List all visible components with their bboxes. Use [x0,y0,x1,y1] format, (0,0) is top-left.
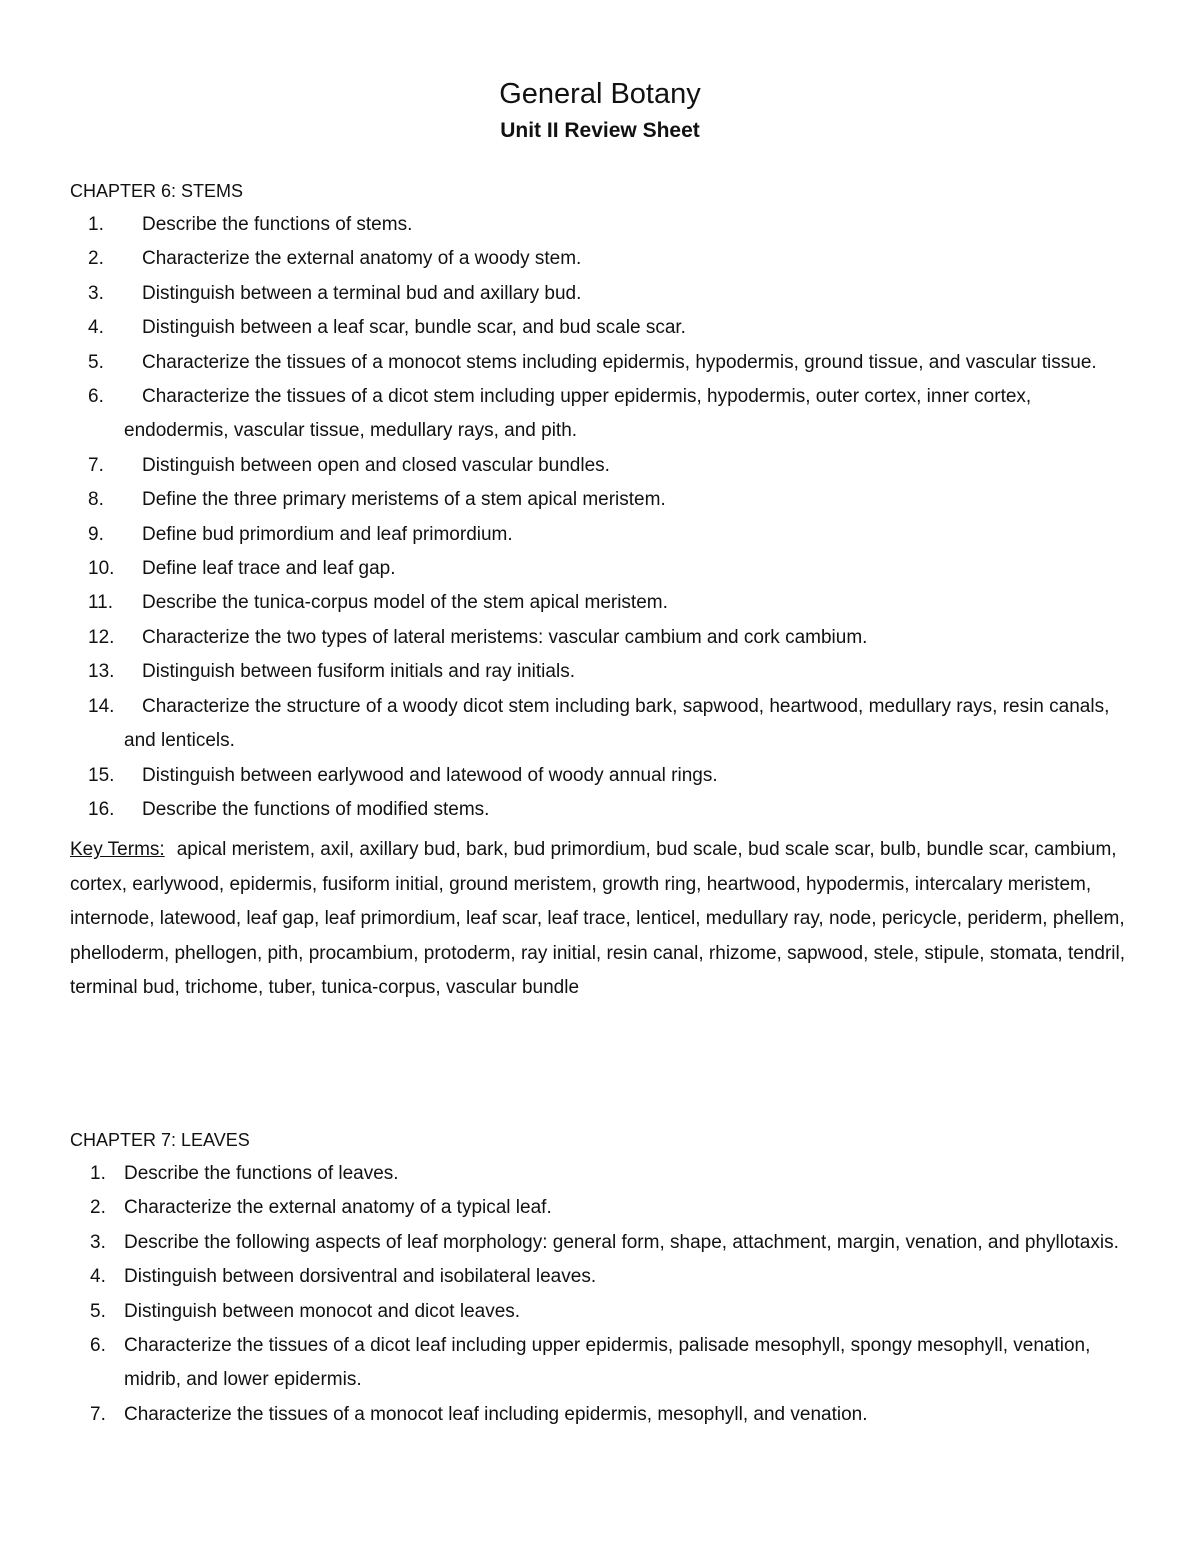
list-item [70,759,1130,793]
item-text: Describe the tunica-corpus model of the stem apical meristem. [142,592,668,614]
item-number: 6. [88,386,104,408]
item-number: 12. [88,626,115,648]
item-number: 9. [88,523,104,545]
item-text: Characterize the external anatomy of a woody stem. [142,248,582,270]
list-item [70,1157,1130,1191]
item-number: 2. [88,248,104,270]
item-text: Describe the functions of stems. [142,214,413,235]
item-text: Distinguish between monocot and dicot leaves. [124,1300,521,1322]
list-item [70,1260,1130,1294]
item-number: 10. [88,558,115,580]
item-number: 8. [88,489,104,511]
item-number: 7. [90,1403,106,1425]
item-text: Characterize the tissues of a monocot stems including epidermis, hypodermis, ground tissue, and vascular tissue. [142,351,1097,373]
list-item [70,311,1130,345]
list-item [70,518,1130,552]
list-item [70,1191,1130,1225]
list-item [70,208,1130,242]
item-text: Distinguish between a terminal bud and axillary bud. [142,282,582,304]
item-number: 13. [88,661,115,683]
item-number: 3. [88,282,104,304]
item-text: Describe the functions of leaves. [124,1163,399,1184]
item-number: 5. [90,1300,106,1322]
item-number: 1. [90,1163,106,1184]
list-item [70,1295,1130,1329]
chapter-7-heading: CHAPTER 7: LEAVES [70,1130,250,1150]
list-item [70,277,1130,311]
item-text: Characterize the tissues of a monocot leaf including epidermis, mesophyll, and venation. [124,1403,868,1425]
item-text: Characterize the tissues of a dicot leaf including upper epidermis, palisade mesophyll, spongy mesophyll, venation, midrib, and lower epidermis. [124,1335,1091,1391]
list-item [70,346,1130,380]
document-subtitle: Unit II Review Sheet [500,119,700,142]
item-number: 7. [88,454,104,476]
list-item [70,380,1130,449]
document-title: General Botany [499,78,701,110]
chapter-6-objectives [70,208,1130,827]
item-text: Distinguish between a leaf scar, bundle scar, and bud scale scar. [142,317,686,339]
item-text: Describe the functions of modified stems. [142,798,490,820]
list-item [70,586,1130,620]
item-number: 3. [90,1231,106,1253]
item-text: Describe the following aspects of leaf morphology: general form, shape, attachment, margin, venation, and phyllotaxis. [124,1231,1119,1253]
item-text: Distinguish between dorsiventral and isobilateral leaves. [124,1266,597,1288]
item-text: Distinguish between earlywood and latewood of woody annual rings. [142,764,718,786]
item-text: Distinguish between open and closed vascular bundles. [142,454,610,476]
item-number: 2. [90,1197,106,1219]
item-number: 14. [88,695,115,717]
item-text: Characterize the structure of a woody dicot stem including bark, sapwood, heartwood, medullary rays, resin canals, and lenticels. [124,695,1110,752]
key-terms-label: Key Terms: [70,839,165,861]
key-terms-text: apical meristem, axil, axillary bud, bark, bud primordium, bud scale, bud scale scar, bulb, bundle scar, cambium, cortex, earlywood, epidermis, fusiform initial, ground meristem, growth ring, heartwood, hypodermis, intercalary meristem, internode, latewood, leaf gap, leaf primordium, leaf scar, leaf trace, lenticel, medullary ray, node, pericycle, periderm, phellem, phelloderm, phellogen, pith, procambium, protoderm, ray initial, resin canal, rhizome, sapwood, stele, stipule, stomata, tendril, terminal bud, trichome, tuber, tunica-corpus, vascular bundle [70,839,1126,998]
item-text: Distinguish between fusiform initials and ray initials. [142,661,575,683]
chapter-7-section [70,1123,1130,1432]
chapter-6-section [70,174,1130,1005]
list-item [70,1226,1130,1260]
list-item [70,242,1130,276]
list-item [70,483,1130,517]
item-number: 4. [90,1266,106,1288]
list-item [70,449,1130,483]
list-item [70,552,1130,586]
item-text: Define bud primordium and leaf primordium. [142,523,513,545]
chapter-6-heading: CHAPTER 6: STEMS [70,181,244,201]
list-item [70,1398,1130,1432]
item-number: 15. [88,764,115,786]
chapter-6-key-terms [70,827,1130,1005]
chapter-7-objectives [70,1157,1130,1432]
list-item [70,690,1130,759]
item-text: Characterize the two types of lateral meristems: vascular cambium and cork cambium. [142,626,868,648]
item-text: Define the three primary meristems of a stem apical meristem. [142,489,666,511]
item-number: 11. [88,592,114,614]
item-number: 1. [88,214,104,235]
item-number: 6. [90,1335,106,1357]
item-text: Characterize the tissues of a dicot stem including upper epidermis, hypodermis, outer cortex, inner cortex, endodermis, vascular tissue, medullary rays, and pith. [124,386,1032,442]
list-item [70,655,1130,689]
list-item [70,793,1130,827]
item-number: 16. [88,798,115,820]
item-number: 5. [88,351,104,373]
item-text: Define leaf trace and leaf gap. [142,558,396,580]
item-number: 4. [88,317,104,339]
list-item [70,1329,1130,1398]
list-item [70,621,1130,655]
item-text: Characterize the external anatomy of a typical leaf. [124,1197,552,1219]
